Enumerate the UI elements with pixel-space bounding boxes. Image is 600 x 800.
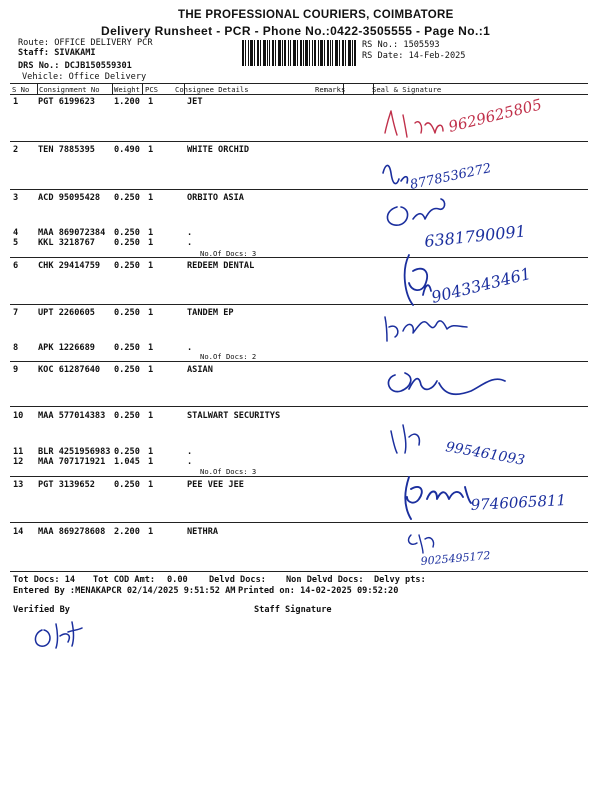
handwritten-signature-4	[405, 255, 431, 305]
row-8-weight: 0.250	[114, 343, 140, 353]
handwritten-signature-8	[405, 477, 471, 519]
total-cod-value: 0.00	[167, 575, 188, 585]
row-11-sno: 11	[13, 447, 24, 457]
barcode	[242, 40, 356, 66]
row-13-consignee: PEE VEE JEE	[187, 480, 244, 490]
row-12-sno: 12	[13, 457, 24, 467]
row-6-weight: 0.250	[114, 261, 140, 271]
row-5-pcs: 1	[148, 238, 154, 248]
row-4-pcs: 1	[148, 228, 154, 238]
handwritten-signature-6	[388, 373, 505, 394]
row-4-sno: 4	[13, 228, 19, 238]
col-consignee: Consignee Details	[175, 85, 249, 94]
handwritten-signature-5	[385, 317, 467, 341]
row-10-pcs: 1	[148, 411, 154, 421]
row-9-weight: 0.250	[114, 365, 140, 375]
row-9-pcs: 1	[148, 365, 154, 375]
row-10-consignee: STALWART SECURITYS	[187, 411, 281, 421]
row-14-weight: 2.200	[114, 527, 140, 537]
row-1-weight: 1.200	[114, 97, 140, 107]
row-4-consignee: .	[187, 228, 193, 238]
handwritten-signature-9	[409, 535, 434, 553]
row-11-consignee: .	[187, 447, 193, 457]
row-5-sno: 5	[13, 238, 19, 248]
entered-by: Entered By :MENAKAPCR 02/14/2025 9:51:52 AM	[13, 586, 236, 596]
table-top-rule	[10, 83, 588, 84]
verifier-signature	[28, 614, 98, 654]
sig-phone-2: 8778536272	[408, 161, 493, 193]
row-12-weight: 1.045	[114, 457, 140, 467]
group-docs-count: No.Of Docs: 2	[200, 352, 257, 361]
row-2-sno: 2	[13, 145, 19, 155]
total-docs: Tot Docs: 14	[13, 575, 76, 585]
row-3-consignee: ORBITO ASIA	[187, 193, 244, 203]
col-consignment: Consignment No	[39, 85, 100, 94]
sig-phone-4: 9043343461	[429, 263, 533, 307]
row-4-consignment: MAA 869072384	[38, 228, 106, 238]
handwritten-signature-3	[387, 199, 444, 225]
row-5-weight: 0.250	[114, 238, 140, 248]
row-11-pcs: 1	[148, 447, 154, 457]
row-13-consignment: PGT 3139652	[38, 480, 95, 490]
signature-column	[375, 95, 590, 570]
row-7-weight: 0.250	[114, 308, 140, 318]
row-10-weight: 0.250	[114, 411, 140, 421]
row-13-pcs: 1	[148, 480, 154, 490]
col-seal: Seal & Signature	[372, 85, 442, 94]
table-bottom-rule	[10, 571, 588, 572]
row-9-consignee: ASIAN	[187, 365, 213, 375]
row-9-consignment: KOC 61287640	[38, 365, 101, 375]
rs-number: RS No.: 1505593	[362, 40, 440, 50]
row-7-consignment: UPT 2260605	[38, 308, 95, 318]
row-1-consignee: JET	[187, 97, 203, 107]
delivered-docs: Delvd Docs:	[209, 575, 266, 585]
row-3-pcs: 1	[148, 193, 154, 203]
row-2-consignee: WHITE ORCHID	[187, 145, 250, 155]
sig-phone-7: 9025495172	[420, 548, 491, 568]
row-14-consignment: MAA 869278608	[38, 527, 106, 537]
row-14-sno: 14	[13, 527, 24, 537]
handwritten-signature-1	[385, 111, 443, 137]
row-13-sno: 13	[13, 480, 24, 490]
row-2-consignment: TEN 7885395	[38, 145, 95, 155]
row-1-pcs: 1	[148, 97, 154, 107]
row-14-consignee: NETHRA	[187, 527, 219, 537]
non-delivered-docs: Non Delvd Docs:	[286, 575, 364, 585]
col-weight: Weight	[114, 85, 140, 94]
col-sno: S No	[12, 85, 30, 94]
row-12-pcs: 1	[148, 457, 154, 467]
row-6-pcs: 1	[148, 261, 154, 271]
row-5-consignee: .	[187, 238, 193, 248]
printed-on: Printed on: 14-02-2025 09:52:20	[238, 586, 399, 596]
row-2-pcs: 1	[148, 145, 154, 155]
row-3-weight: 0.250	[114, 193, 140, 203]
col-remarks: Remarks	[315, 85, 346, 94]
rs-date: RS Date: 14-Feb-2025	[362, 51, 466, 61]
row-6-consignee: REDEEM DENTAL	[187, 261, 255, 271]
row-1-sno: 1	[13, 97, 19, 107]
row-3-consignment: ACD 95095428	[38, 193, 101, 203]
row-2-weight: 0.490	[114, 145, 140, 155]
row-14-pcs: 1	[148, 527, 154, 537]
row-12-consignment: MAA 707171921	[38, 457, 106, 467]
handwritten-signature-7	[391, 425, 419, 453]
drs-number: DRS No.: DCJB150559301	[18, 61, 132, 71]
row-7-pcs: 1	[148, 308, 154, 318]
row-12-consignee: .	[187, 457, 193, 467]
delivery-points: Delvy pts:	[374, 575, 426, 585]
total-cod-label: Tot COD Amt:	[93, 575, 156, 585]
row-6-sno: 6	[13, 261, 19, 271]
row-5-consignment: KKL 3218767	[38, 238, 95, 248]
row-7-consignee: TANDEM EP	[187, 308, 234, 318]
col-pcs: PCS	[145, 85, 158, 94]
handwritten-signature-2	[383, 165, 408, 183]
sig-phone-5: 995461093	[444, 439, 527, 469]
row-7-sno: 7	[13, 308, 19, 318]
row-11-weight: 0.250	[114, 447, 140, 457]
group-docs-count: No.Of Docs: 3	[200, 249, 257, 258]
row-10-consignment: MAA 577014383	[38, 411, 106, 421]
sig-phone-1: 9629625805	[446, 95, 544, 136]
vehicle: Vehicle: Office Delivery	[22, 72, 147, 82]
row-1-consignment: PGT 6199623	[38, 97, 95, 107]
row-3-sno: 3	[13, 193, 19, 203]
row-8-consignment: APK 1226689	[38, 343, 95, 353]
row-9-sno: 9	[13, 365, 19, 375]
staff: Staff: SIVAKAMI	[18, 48, 96, 58]
staff-signature-label: Staff Signature	[254, 605, 332, 615]
row-8-sno: 8	[13, 343, 19, 353]
row-6-consignment: CHK 29414759	[38, 261, 101, 271]
row-11-consignment: BLR 4251956983	[38, 447, 111, 457]
verified-by-label: Verified By	[13, 605, 70, 615]
route: Route: OFFICE DELIVERY PCR	[18, 38, 153, 48]
row-4-weight: 0.250	[114, 228, 140, 238]
group-docs-count: No.Of Docs: 3	[200, 467, 257, 476]
company-name: THE PROFESSIONAL COURIERS, COIMBATORE	[178, 9, 454, 21]
runsheet-title: Delivery Runsheet - PCR - Phone No.:0422-3505555 - Page No.:1	[101, 24, 491, 38]
sig-phone-3: 6381790091	[423, 221, 527, 251]
row-8-consignee: .	[187, 343, 193, 353]
row-8-pcs: 1	[148, 343, 154, 353]
row-13-weight: 0.250	[114, 480, 140, 490]
sig-phone-6: 9746065811	[470, 491, 567, 514]
row-10-sno: 10	[13, 411, 24, 421]
